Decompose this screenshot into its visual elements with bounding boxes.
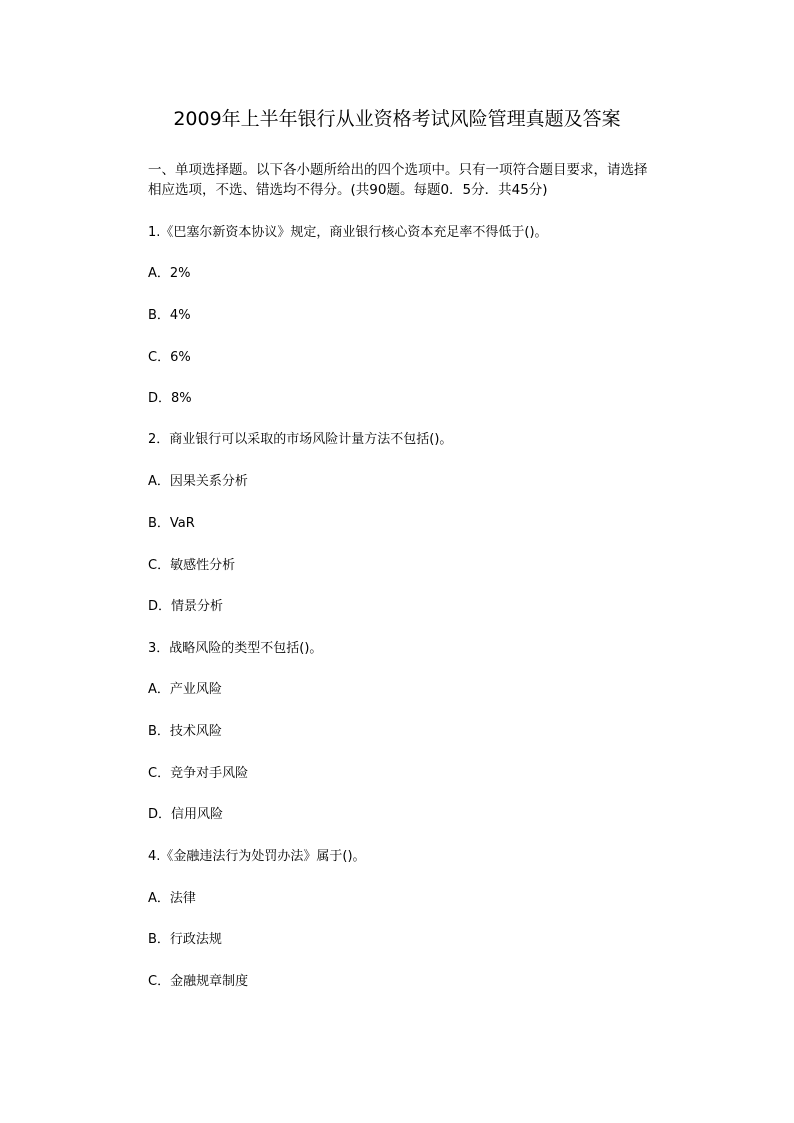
question-1: 1.《巴塞尔新资本协议》规定，商业银行核心资本充足率不得低于()。 <box>148 225 548 240</box>
option-1d: D．8% <box>148 391 192 406</box>
option-2c: C．敏感性分析 <box>148 558 236 573</box>
option-1c: C．6% <box>148 350 191 365</box>
document-title: 2009年上半年银行从业资格考试风险管理真题及答案 <box>173 108 621 130</box>
option-2d: D．情景分析 <box>148 599 224 614</box>
option-3a: A．产业风险 <box>148 682 222 697</box>
question-4: 4.《金融违法行为处罚办法》属于()。 <box>148 849 366 864</box>
question-3: 3．战略风险的类型不包括()。 <box>148 641 323 656</box>
option-3b: B．技术风险 <box>148 724 222 739</box>
option-4a: A．法律 <box>148 891 196 906</box>
option-3c: C．竞争对手风险 <box>148 766 249 781</box>
intro-line-2: 相应选项，不选、错选均不得分。(共90题。每题0．5分．共45分) <box>148 182 548 198</box>
option-1a: A．2% <box>148 266 191 281</box>
option-4b: B．行政法规 <box>148 932 222 947</box>
option-3d: D．信用风险 <box>148 807 224 822</box>
intro-line-1: 一、单项选择题。以下各小题所给出的四个选项中。只有一项符合题目要求，请选择 <box>148 162 648 178</box>
section-intro <box>148 160 668 200</box>
option-2a: A．因果关系分析 <box>148 474 248 489</box>
option-4c: C．金融规章制度 <box>148 974 249 989</box>
option-1b: B．4% <box>148 308 191 323</box>
option-2b: B．VaR <box>148 516 195 531</box>
question-2: 2．商业银行可以采取的市场风险计量方法不包括()。 <box>148 432 453 447</box>
